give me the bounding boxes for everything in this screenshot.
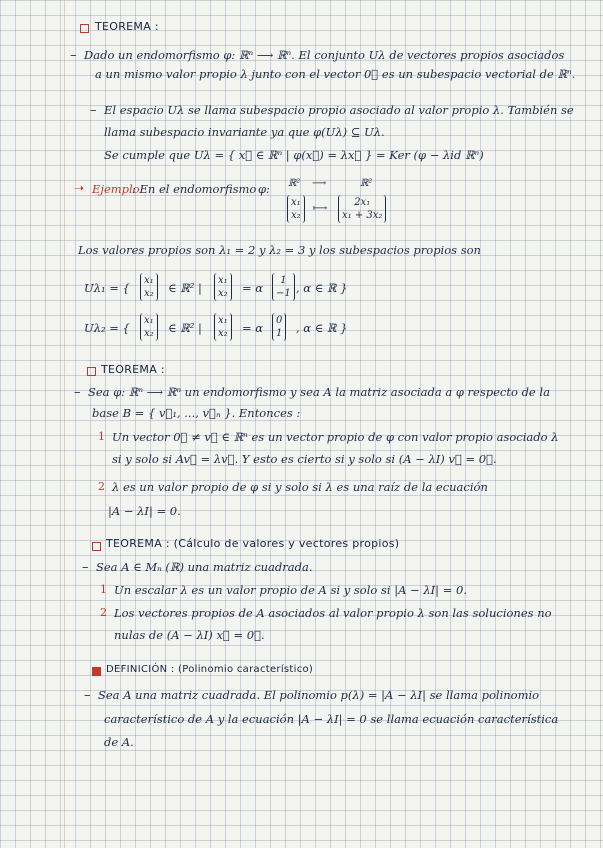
bullet-dash-icon: – <box>84 688 91 703</box>
map-symbol: φ: <box>258 182 270 196</box>
vector-entry: x₁ <box>218 275 228 286</box>
subspace-2-prefix: Uλ₂ = { <box>84 321 130 335</box>
item-number: 2 <box>100 606 107 619</box>
example-intro: : En el endomorfismo <box>132 182 257 196</box>
theorem-text: Un escalar λ es un valor propio de A si y solo si |A − λI| = 0. <box>114 583 467 597</box>
theorem-text: Un vector 0⃗ ≠ v⃗ ∈ ℝⁿ es un vector propio de φ con valor propio asociado λ <box>112 430 559 444</box>
maps-to-icon: ⟼ <box>313 203 328 214</box>
subspace-2-vector-2 <box>214 313 232 341</box>
theorem-text: nulas de (A − λI) x⃗ = 0⃗. <box>114 628 265 642</box>
arrow-right-icon: ➝ <box>74 181 85 195</box>
item-number: 2 <box>98 480 105 493</box>
heading-box-icon <box>80 24 89 33</box>
definition-text: de A. <box>104 735 134 749</box>
bullet-dash-icon: – <box>90 103 97 118</box>
item-number: 1 <box>98 430 105 443</box>
vector-entry: x₁ + 3x₂ <box>342 210 383 221</box>
theorem-text: a un mismo valor propio λ junto con el vector 0⃗ es un subespacio vectorial de ℝⁿ. <box>95 67 576 81</box>
theorem-heading: TEOREMA : <box>101 363 165 376</box>
output-vector <box>338 195 386 223</box>
theorem-heading: TEOREMA : <box>95 20 159 33</box>
bullet-dash-icon: – <box>74 385 81 400</box>
theorem-text: |A − λI| = 0. <box>108 504 181 518</box>
subspace-1-vector-2 <box>214 273 232 301</box>
subspace-2-condition: ∈ ℝ² | <box>168 321 202 335</box>
bullet-dash-icon: – <box>82 560 89 575</box>
theorem-text: Sea φ: ℝⁿ ⟶ ℝⁿ un endomorfismo y sea A la matriz asociada a φ respecto de la <box>88 385 550 399</box>
example-label: Ejemplo <box>92 182 140 196</box>
theorem-text: λ es un valor propio de φ si y solo si λ es una raíz de la ecuación <box>112 480 488 494</box>
theorem-text: llama subespacio invariante ya que φ(Uλ) ⊆ Uλ. <box>104 125 385 139</box>
vector-entry: x₂ <box>144 288 154 299</box>
subspace-1-suffix: , α ∈ ℝ } <box>296 281 348 295</box>
heading-box-icon <box>92 542 101 551</box>
subspace-2-vector <box>140 313 158 341</box>
subspace-1-basis <box>272 273 295 301</box>
bullet-dash-icon: – <box>70 48 77 63</box>
codomain-label: ℝ² <box>360 178 373 189</box>
vector-entry: 2x₁ <box>354 197 371 208</box>
item-number: 1 <box>100 583 107 596</box>
vector-entry: x₂ <box>144 328 154 339</box>
subspace-2-basis <box>272 313 286 341</box>
vector-entry: x₁ <box>144 315 154 326</box>
subspace-1-condition: ∈ ℝ² | <box>168 281 202 295</box>
subspace-1-prefix: Uλ₁ = { <box>84 281 130 295</box>
domain-label: ℝ² <box>288 178 301 189</box>
theorem-text: Los vectores propios de A asociados al valor propio λ son las soluciones no <box>114 606 552 620</box>
vector-entry: 1 <box>276 328 283 339</box>
arrow-right-icon: ⟶ <box>312 178 327 189</box>
vector-entry: 1 <box>280 275 287 286</box>
heading-box-icon <box>87 367 96 376</box>
theorem-text: si y solo si Av⃗ = λv⃗. Y esto es cierto si y solo si (A − λI) v⃗ = 0⃗. <box>112 452 497 466</box>
eigenvalues-line: Los valores propios son λ₁ = 2 y λ₂ = 3 y los subespacios propios son <box>78 243 481 257</box>
input-vector <box>287 195 305 223</box>
heading-box-icon <box>92 667 101 676</box>
theorem-text: Dado un endomorfismo φ: ℝⁿ ⟶ ℝⁿ. El conjunto Uλ de vectores propios asociados <box>84 48 565 62</box>
vector-entry: x₂ <box>291 210 301 221</box>
definition-text: Sea A una matriz cuadrada. El polinomio p(λ) = |A − λI| se llama polinomio <box>98 688 540 702</box>
vector-entry: x₂ <box>218 328 228 339</box>
definition-heading: DEFINICIÓN : (Polinomio característico) <box>106 664 314 675</box>
theorem-text: Sea A ∈ Mₙ (ℝ) una matriz cuadrada. <box>96 560 313 574</box>
theorem-heading: TEOREMA : (Cálculo de valores y vectores propios) <box>106 537 400 550</box>
subspace-2-equals: = α <box>242 321 264 335</box>
vector-entry: 0 <box>276 315 283 326</box>
vector-entry: x₁ <box>291 197 301 208</box>
theorem-text: El espacio Uλ se llama subespacio propio asociado al valor propio λ. También se <box>104 103 574 117</box>
margin-line <box>64 0 65 848</box>
definition-text: característico de A y la ecuación |A − λI| = 0 se llama ecuación característica <box>104 712 559 726</box>
subspace-1-vector <box>140 273 158 301</box>
theorem-text: Se cumple que Uλ = { x⃗ ∈ ℝⁿ | φ(x⃗) = λx⃗ } = Ker (φ − λid ℝⁿ) <box>104 148 484 162</box>
vector-entry: x₁ <box>218 315 228 326</box>
vector-entry: x₁ <box>144 275 154 286</box>
vector-entry: −1 <box>276 288 291 299</box>
subspace-1-equals: = α <box>242 281 264 295</box>
theorem-text: base B = { v⃗₁, ..., v⃗ₙ }. Entonces : <box>92 406 301 420</box>
subspace-2-suffix: , α ∈ ℝ } <box>296 321 348 335</box>
vector-entry: x₂ <box>218 288 228 299</box>
